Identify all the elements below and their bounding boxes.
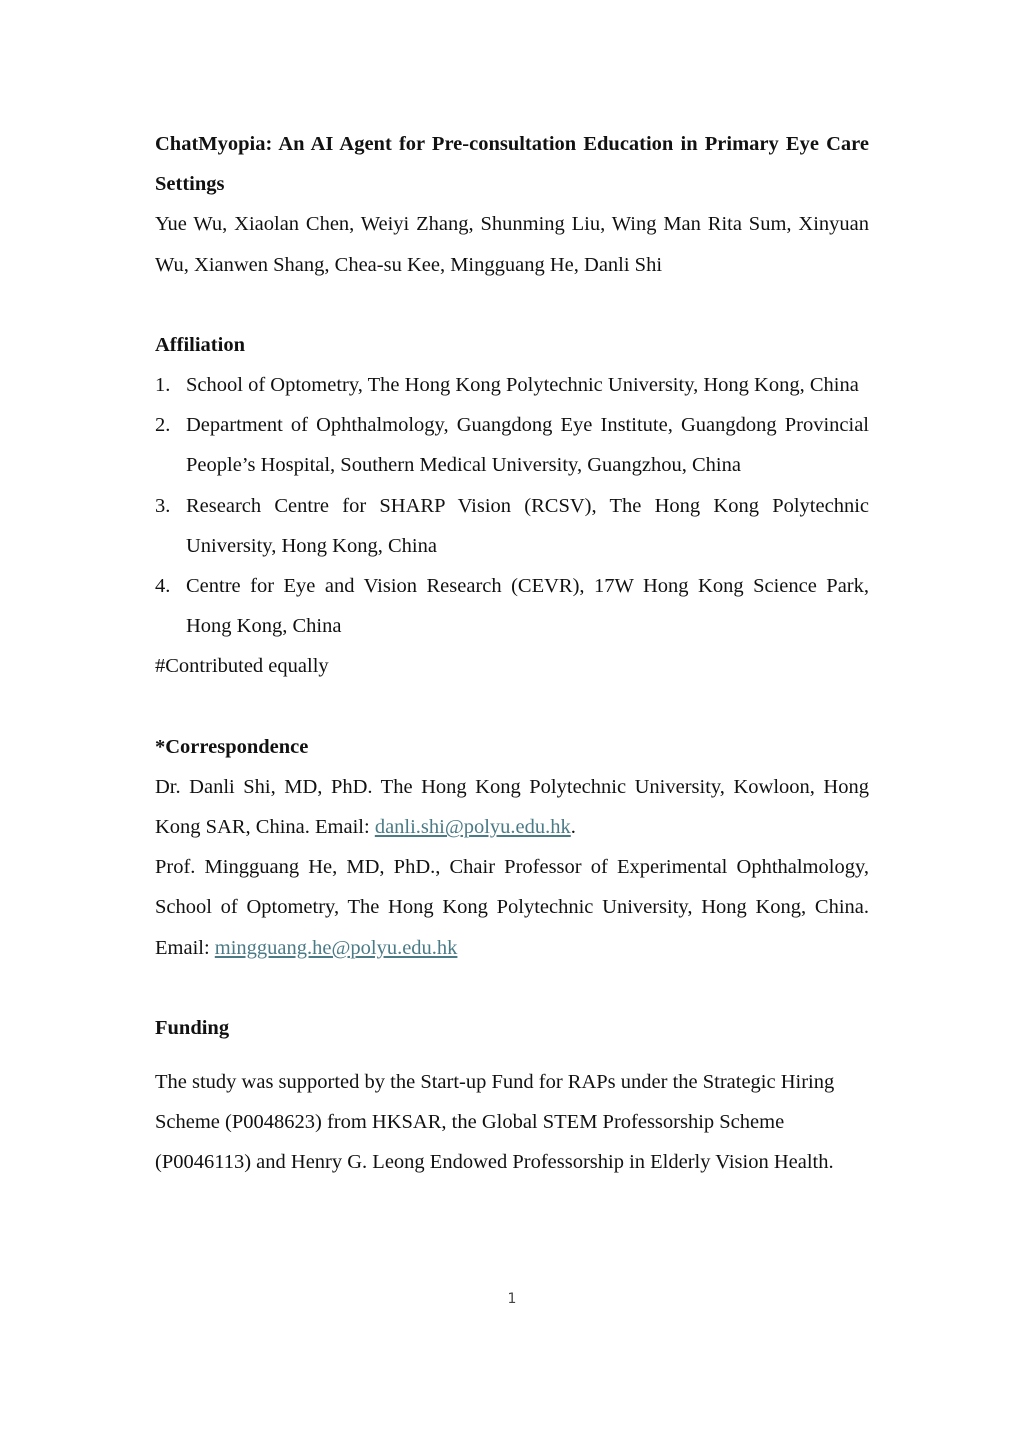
affiliation-text: Research Centre for SHARP Vision (RCSV), The Hong Kong Polytechnic University, Hong Kong, China	[186, 494, 869, 557]
affiliation-item	[155, 566, 869, 646]
funding-line: (P0046113) and Henry G. Leong Endowed Professorship in Elderly Vision Health.	[155, 1151, 834, 1174]
correspondence-first	[155, 767, 869, 847]
affiliation-item	[155, 486, 869, 566]
affiliation-item	[155, 365, 869, 405]
correspondence-first-text: Dr. Danli Shi, MD, PhD. The Hong Kong Polytechnic University, Kowloon, Hong Kong SAR, China. Email:	[155, 775, 869, 839]
contribution-note: #Contributed equally	[155, 655, 329, 678]
correspondence-heading: *Correspondence	[155, 735, 309, 758]
affiliation-item	[155, 405, 869, 485]
funding-heading: Funding	[155, 1016, 230, 1039]
funding-line: The study was supported by the Start-up Fund for RAPs under the Strategic Hiring	[155, 1071, 835, 1094]
correspondence-second	[155, 847, 869, 968]
funding-statement	[155, 1062, 869, 1183]
correspondence-first-end: .	[570, 816, 576, 839]
email-link-mingguang-he[interactable]: mingguang.he@polyu.edu.hk	[214, 936, 458, 959]
affiliation-number: 3.	[155, 494, 171, 517]
affiliation-number: 4.	[155, 575, 171, 598]
paper-title: ChatMyopia: An AI Agent for Pre-consultation Education in Primary Eye Care Settings	[155, 133, 869, 196]
affiliation-heading: Affiliation	[155, 333, 245, 356]
affiliation-text: Centre for Eye and Vision Research (CEVR), 17W Hong Kong Science Park, Hong Kong, China	[186, 575, 869, 638]
affiliation-number: 2.	[155, 414, 171, 437]
affiliation-number: 1.	[155, 374, 171, 397]
affiliation-text: Department of Ophthalmology, Guangdong Eye Institute, Guangdong Provincial People’s Hospital, Southern Medical University, Guangzhou, China	[186, 414, 869, 477]
author-list: Yue Wu, Xiaolan Chen, Weiyi Zhang, Shunming Liu, Wing Man Rita Sum, Xinyuan Wu, Xianwen Shang, Chea-su Kee, Mingguang He, Danli Shi	[155, 213, 869, 276]
spacer	[155, 968, 869, 1008]
spacer	[155, 285, 869, 325]
document-body	[155, 124, 869, 1183]
funding-line: Scheme (P0048623) from HKSAR, the Global STEM Professorship Scheme	[155, 1111, 785, 1134]
spacer	[155, 687, 869, 727]
affiliation-text: School of Optometry, The Hong Kong Polytechnic University, Hong Kong, China	[186, 374, 859, 397]
email-link-danli-shi[interactable]: danli.shi@polyu.edu.hk	[374, 816, 571, 839]
correspondence-second-text: Prof. Mingguang He, MD, PhD., Chair Professor of Experimental Ophthalmology, School of Optometry, The Hong Kong Polytechnic University, Hong Kong, China. Email:	[155, 856, 869, 959]
page-number: 1	[507, 1291, 517, 1307]
affiliation-list	[155, 365, 869, 646]
